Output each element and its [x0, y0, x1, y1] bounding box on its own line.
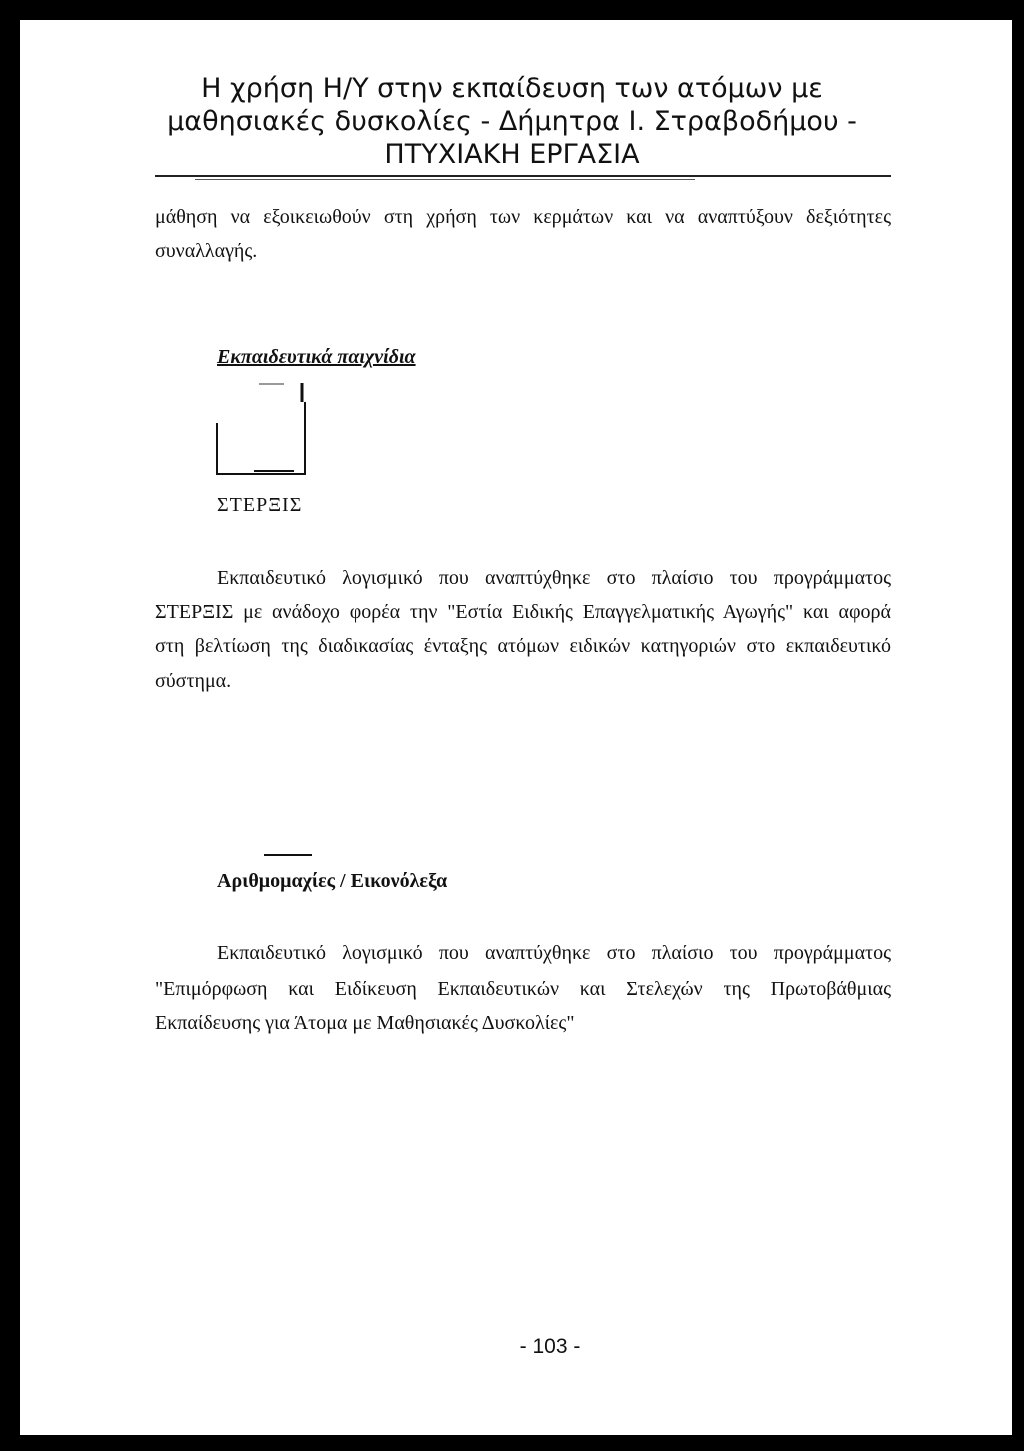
stereksis-line-1: Εκπαιδευτικό λογισμικό που αναπτύχθηκε στο πλαίσιο του προγράμματος: [217, 567, 891, 589]
stereksis-line-4: σύστημα.: [155, 670, 232, 692]
intro-line-1: μάθηση να εξοικειωθούν στη χρήση των κερμάτων και να αναπτύξουν δεξιότητες: [155, 206, 891, 228]
section-title: Εκπαιδευτικά παιχνίδια: [217, 346, 416, 368]
arithmomaxies-title: Αριθμομαχίες / Εικονόλεξα: [217, 870, 448, 892]
page-number: - 103 -: [519, 1335, 581, 1358]
running-header: [0, 72, 1024, 171]
header-line-2: μαθησιακές δυσκολίες - Δήμητρα Ι. Στραβοδήμου -: [167, 106, 857, 137]
stereksis-line-3: στη βελτίωση της διαδικασίας ένταξης ατόμων ειδικών κατηγοριών στο εκπαιδευτικό: [155, 635, 891, 657]
header-rule: [155, 175, 891, 177]
software-logo-placeholder: [214, 383, 308, 476]
stereksis-title: ΣΤΕΡΞΙΣ: [217, 494, 303, 516]
arithmomaxies-line-3: Εκπαίδευσης για Άτομα με Μαθησιακές Δυσκολίες": [155, 1012, 575, 1034]
intro-line-2: συναλλαγής.: [155, 240, 258, 262]
header-rule-secondary: [195, 179, 695, 180]
header-line-1: Η χρήση Η/Υ στην εκπαίδευση των ατόμων με: [201, 73, 823, 104]
header-line-3: ΠΤΥΧΙΑΚΗ ΕΡΓΑΣΙΑ: [384, 139, 640, 170]
decorative-rule: [264, 854, 312, 856]
arithmomaxies-line-1: Εκπαιδευτικό λογισμικό που αναπτύχθηκε στο πλαίσιο του προγράμματος: [217, 942, 891, 964]
stereksis-line-2: ΣΤΕΡΞΙΣ με ανάδοχο φορέα την "Εστία Ειδικής Επαγγελματικής Αγωγής" και αφορά: [155, 601, 891, 623]
arithmomaxies-line-2: "Επιμόρφωση και Ειδίκευση Εκπαιδευτικών και Στελεχών της Πρωτοβάθμιας: [155, 978, 891, 1000]
